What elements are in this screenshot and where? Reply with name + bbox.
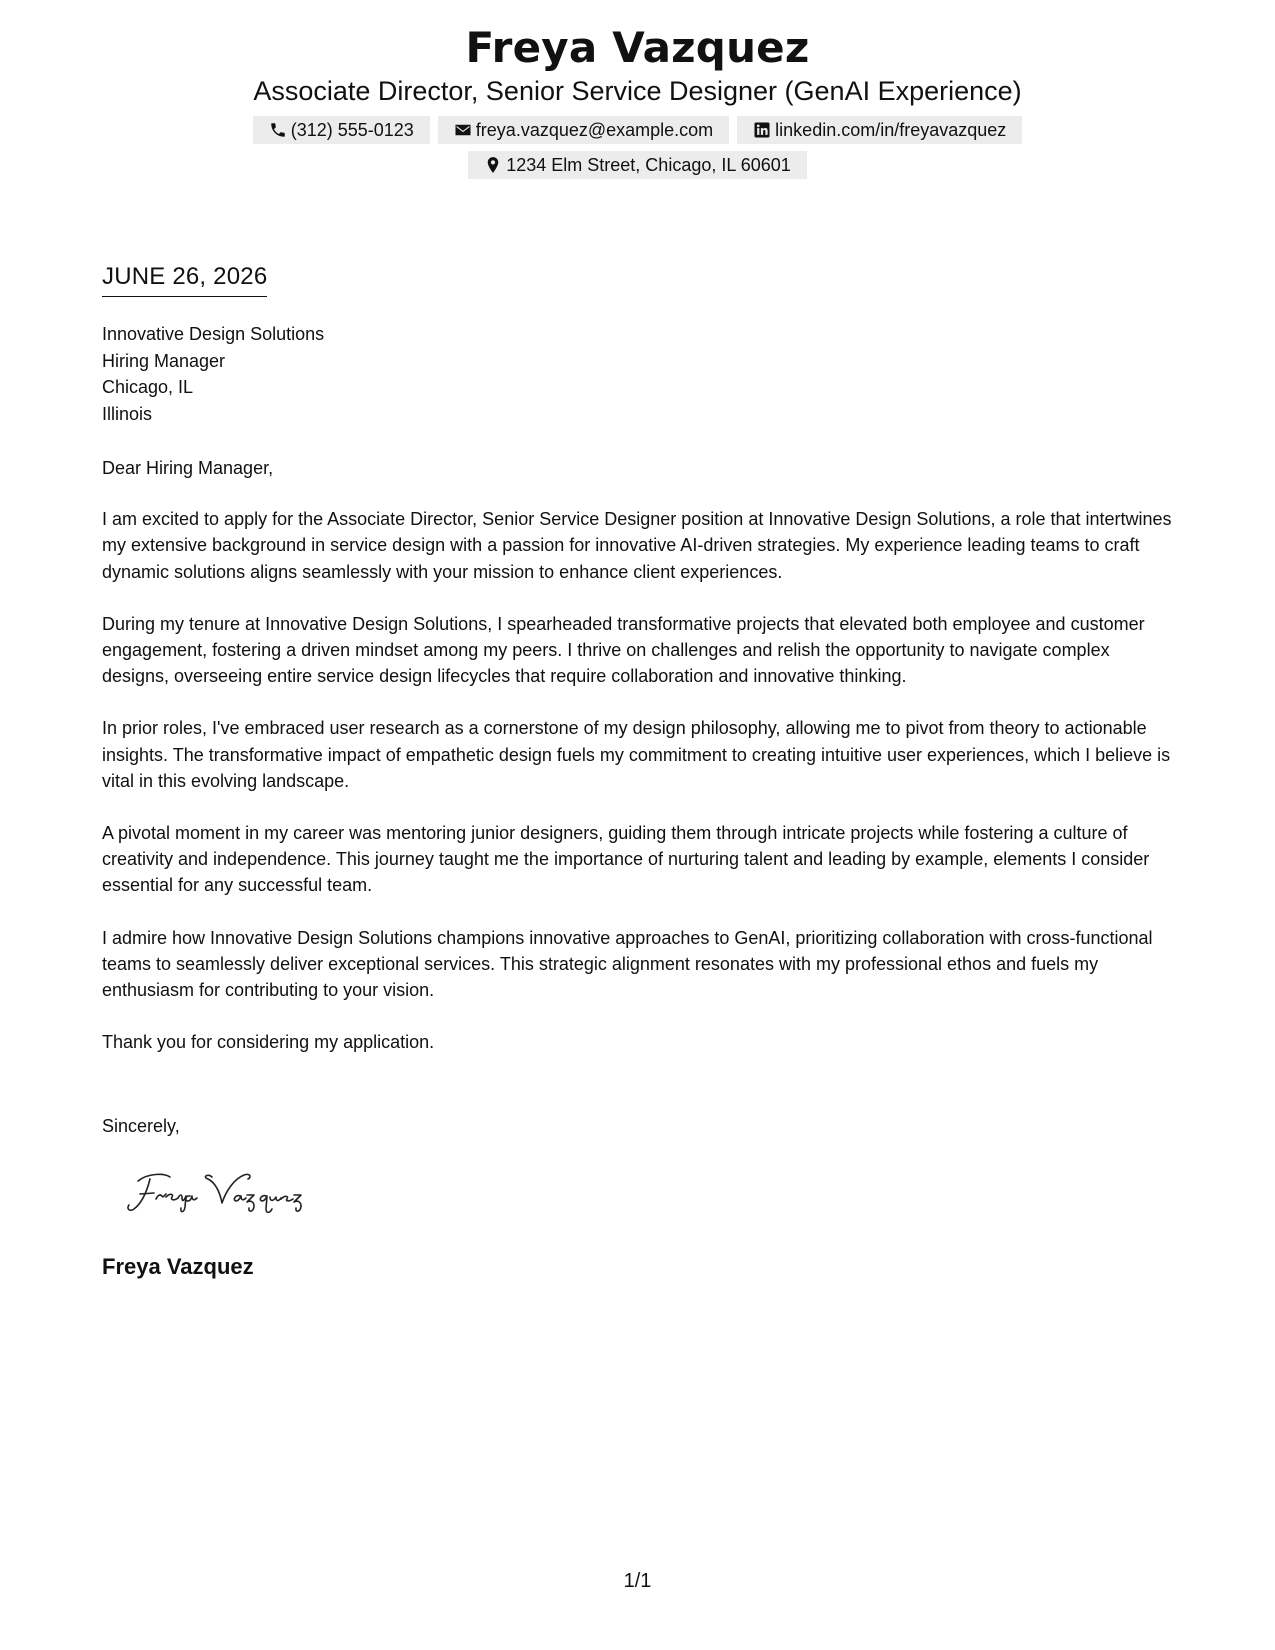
handwritten-signature	[120, 1163, 360, 1223]
phone-icon	[269, 121, 287, 139]
email-text: freya.vazquez@example.com	[475, 120, 714, 140]
contact-row	[0, 116, 1275, 144]
contact-phone	[253, 116, 430, 144]
closing: Sincerely,	[102, 1116, 180, 1136]
body-paragraph: A pivotal moment in my career was mentoring junior designers, guiding them through intricate projects while fostering a culture of creativity and independence. This journey taught me the importance of nurturing talent and leading by example, elements I consider essential for any successful team.	[102, 823, 1150, 896]
body-paragraph: During my tenure at Innovative Design Solutions, I spearheaded transformative projects that elevated both employee and customer engagement, fostering a driven mindset among my peers. I thrive on challenges and relish the opportunity to navigate complex designs, overseeing entire service design lifecycles that require collaboration and innovative thinking.	[102, 613, 1145, 687]
signature-image	[120, 1163, 360, 1223]
phone-text: (312) 555-0123	[290, 120, 414, 140]
contact-linkedin[interactable]	[737, 116, 1022, 144]
thank-you-line: Thank you for considering my application.	[102, 1032, 435, 1053]
address-text: 1234 Elm Street, Chicago, IL 60601	[506, 155, 791, 175]
salutation: Dear Hiring Manager,	[102, 458, 274, 478]
letter-body	[102, 455, 1174, 1081]
recipient-company: Innovative Design Solutions	[102, 324, 325, 344]
body-paragraph: In prior roles, I've embraced user research as a cornerstone of my design philosophy, allowing me to pivot from theory to actionable insights. The transformative impact of empathetic design fuels my commitment to creating intuitive user experiences, which I believe is vital in this evolving landscape.	[102, 718, 1171, 791]
envelope-icon	[454, 121, 472, 139]
contact-email[interactable]	[438, 116, 729, 144]
linkedin-text: linkedin.com/in/freyavazquez	[775, 120, 1007, 140]
recipient-contact: Hiring Manager	[102, 350, 226, 371]
map-pin-icon	[484, 156, 502, 174]
linkedin-icon	[753, 121, 771, 139]
page-number: 1/1	[623, 1570, 652, 1592]
contact-address	[468, 151, 807, 179]
applicant-title: Associate Director, Senior Service Designer (GenAI Experience)	[253, 76, 1022, 106]
body-paragraph: I am excited to apply for the Associate Director, Senior Service Designer position at Innovative Design Solutions, a role that intertwines my extensive background in service design with a passion for innovative AI-driven strategies. My experience leading teams to craft dynamic solutions aligns seamlessly with your mission to enhance client experiences.	[102, 509, 1172, 582]
recipient-block	[102, 321, 324, 427]
recipient-city: Chicago, IL	[102, 377, 194, 397]
letter-header	[0, 22, 1275, 179]
recipient-state: Illinois	[102, 403, 153, 424]
applicant-name: Freya Vazquez	[465, 23, 810, 72]
letter-date: JUNE 26, 2026	[102, 262, 267, 297]
body-paragraph: I admire how Innovative Design Solutions champions innovative approaches to GenAI, prioritizing collaboration with cross-functional teams to seamlessly deliver exceptional services. This strategic alignment resonates with my professional ethos and fuels my enthusiasm for contributing to your vision.	[102, 927, 1153, 1001]
signer-name: Freya Vazquez	[102, 1254, 254, 1279]
contact-row-address	[0, 151, 1275, 179]
